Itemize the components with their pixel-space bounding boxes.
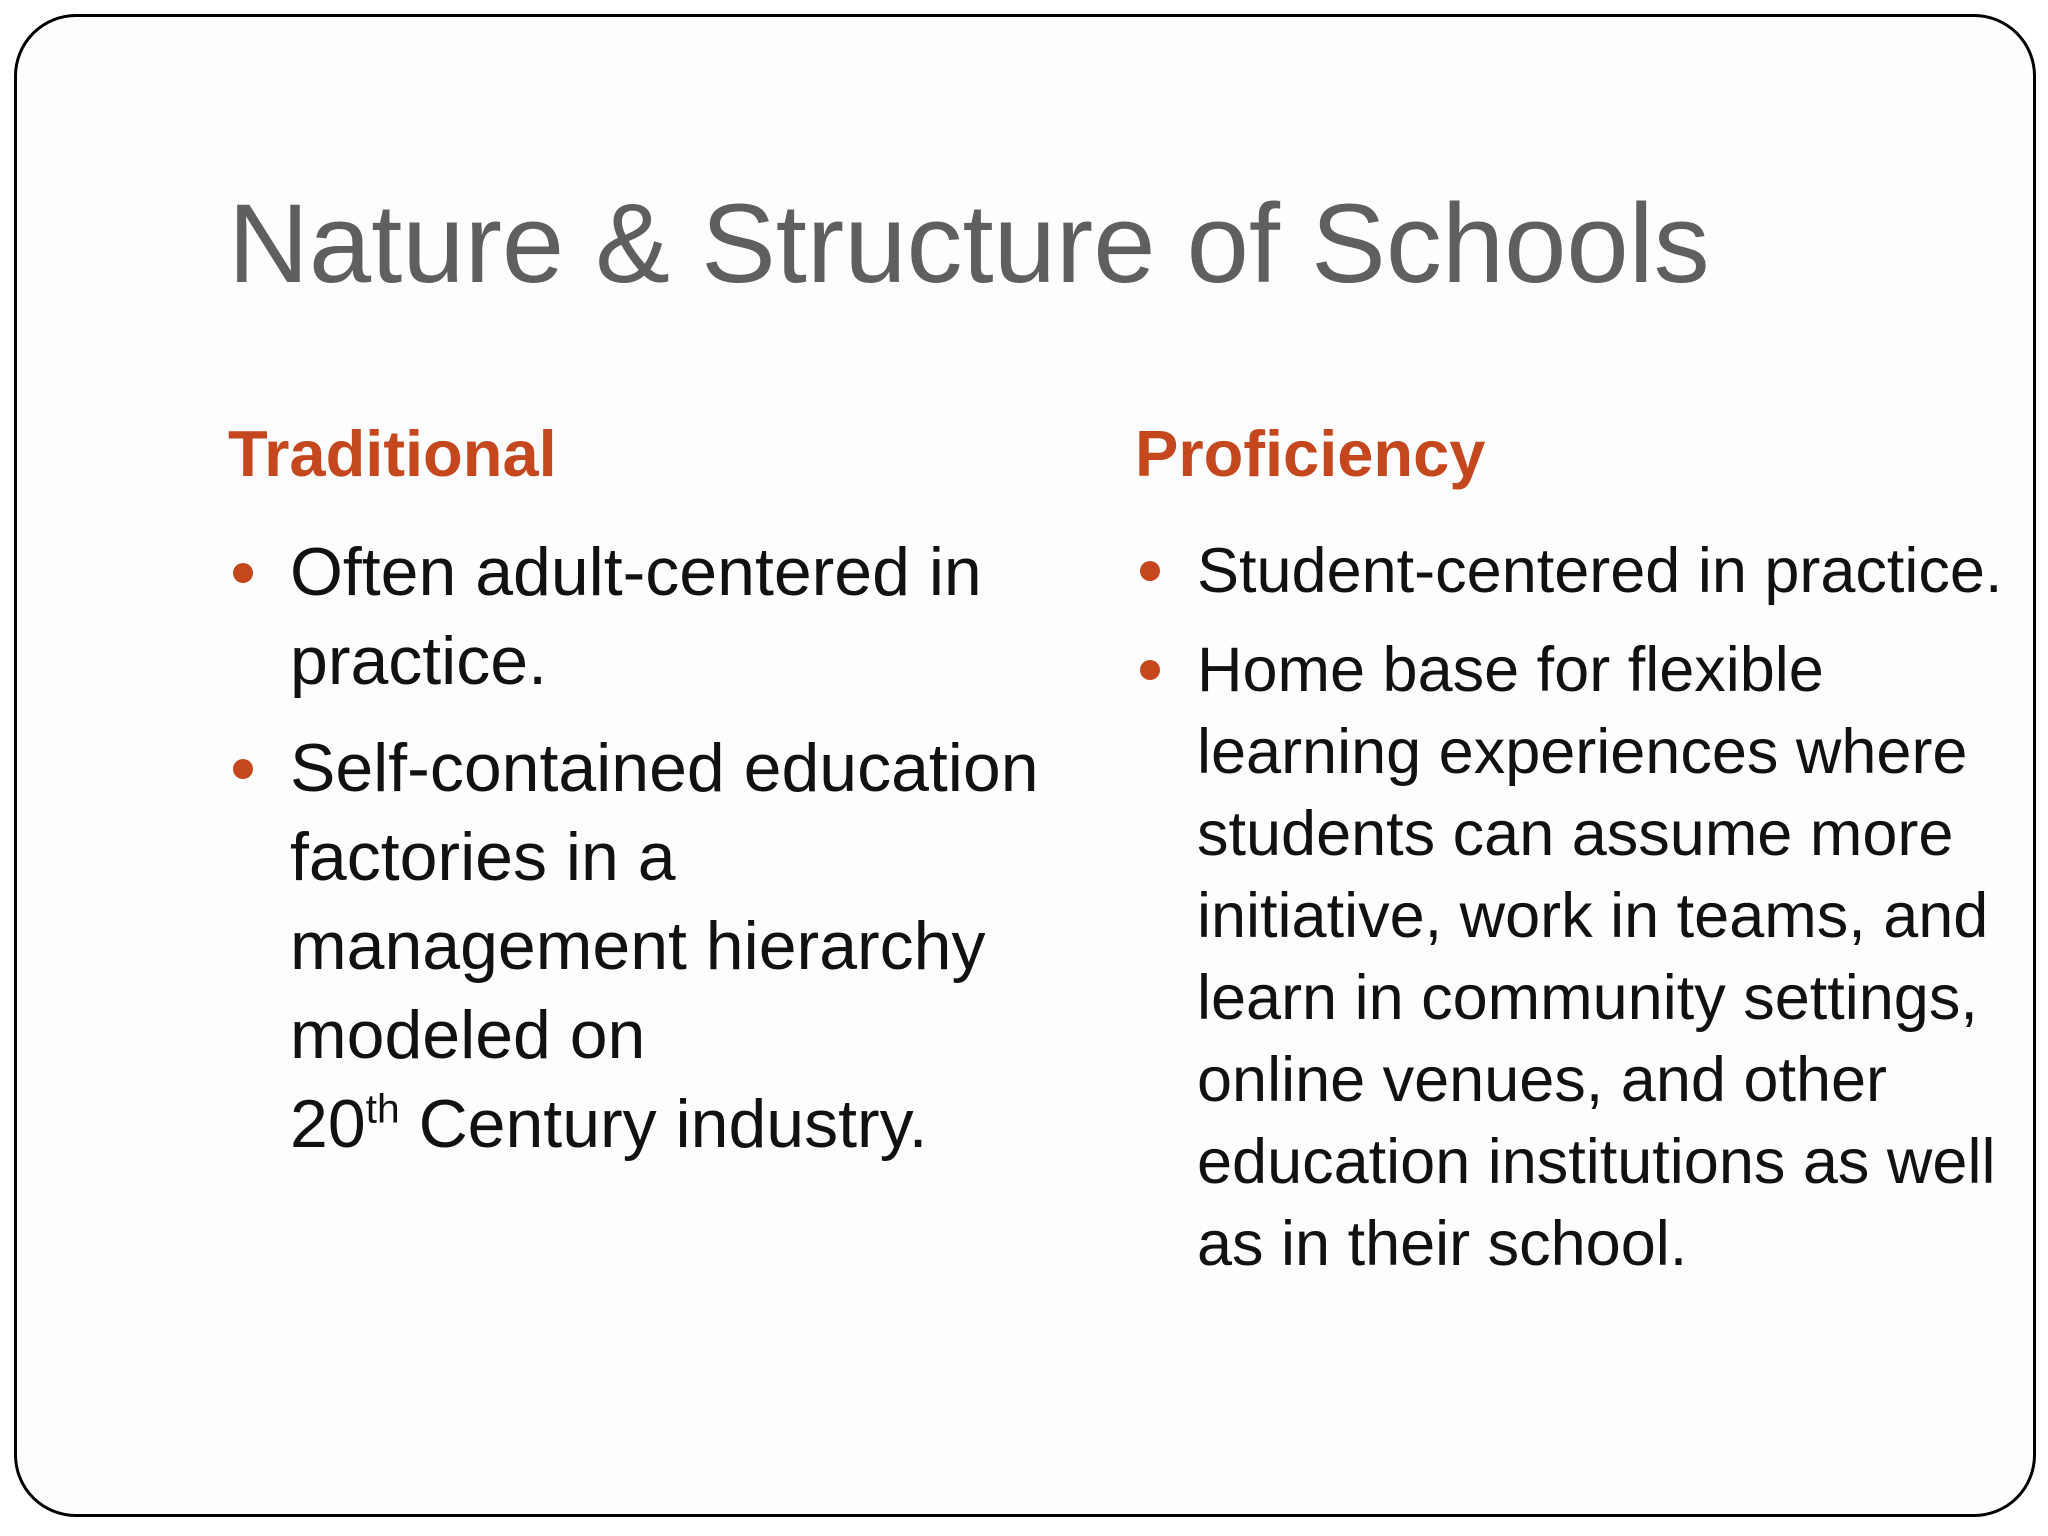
- bullet-dot-icon: [1140, 561, 1160, 581]
- bullet-text: Often adult-centered in practice.: [290, 533, 982, 699]
- traditional-bullet-list: [228, 528, 1048, 1169]
- proficiency-column: [1135, 417, 2035, 1302]
- bullet-dot-icon: [233, 759, 253, 779]
- traditional-column: [228, 417, 1048, 1187]
- bullet-dot-icon: [1140, 660, 1160, 680]
- list-item: [1135, 530, 2035, 612]
- list-item: [228, 528, 1048, 706]
- proficiency-bullet-list: [1135, 530, 2035, 1285]
- bullet-text: Home base for flexible learning experiences where students can assume more initiative, work in teams, and learn in community settings, online venues, and other education institutions as well as in their school.: [1197, 634, 1996, 1279]
- traditional-heading: Traditional: [228, 417, 557, 490]
- ordinal-suffix: th: [365, 1085, 400, 1132]
- bullet-text: Self-contained education factories in a management hierarchy modeled on: [290, 729, 1039, 1073]
- bullet-dot-icon: [233, 563, 253, 583]
- bullet-text: Student-centered in practice.: [1197, 535, 2003, 606]
- century-text: Century industry.: [399, 1085, 928, 1162]
- century-number: 20: [290, 1085, 366, 1162]
- slide-title: Nature & Structure of Schools: [228, 181, 1710, 306]
- proficiency-heading: Proficiency: [1135, 417, 1486, 490]
- list-item: [228, 724, 1048, 1169]
- list-item: [1135, 629, 2035, 1285]
- slide: [14, 14, 2036, 1517]
